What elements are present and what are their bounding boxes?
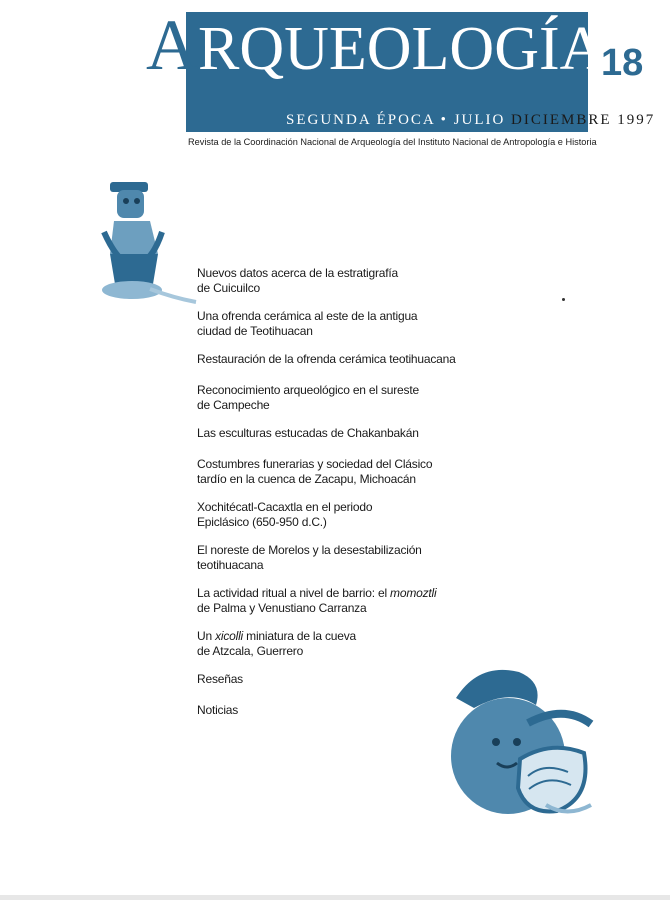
title-rest: RQUEOLOGÍA <box>198 15 605 83</box>
toc-item: Noticias <box>197 703 239 717</box>
toc-item: Xochitécatl-Cacaxtla en el periodo Epiclásico (650-950 d.C.) <box>197 500 373 529</box>
toc-item: La actividad ritual a nivel de barrio: el momoztli de Palma y Venustiano Carranza <box>197 586 437 615</box>
toc-item: El noreste de Morelos y la desestabilización teotihuacana <box>197 543 422 572</box>
magazine-title <box>146 5 605 85</box>
toc-item: Reconocimiento arqueológico en el sureste de Campeche <box>197 383 419 412</box>
ceramic-vessel-icon <box>440 660 610 830</box>
publisher-subtitle: Revista de la Coordinación Nacional de Arqueología del Instituto Nacional de Antropología e Historia <box>188 137 597 147</box>
toc-item: Nuevos datos acerca de la estratigrafía de Cuicuilco <box>197 266 398 295</box>
ceramic-figurine-icon <box>92 176 202 316</box>
toc-item: Las esculturas estucadas de Chakanbakán <box>197 426 419 440</box>
toc-item: Costumbres funerarias y sociedad del Clásico tardío en la cuenca de Zacapu, Michoacán <box>197 457 433 486</box>
toc-item: Restauración de la ofrenda cerámica teotihuacana <box>197 352 456 366</box>
toc-item: Reseñas <box>197 672 243 686</box>
toc-item: Un xicolli miniatura de la cueva de Atzcala, Guerrero <box>197 629 357 658</box>
date-label: DICIEMBRE 1997 <box>511 112 656 128</box>
issue-number: 18 <box>601 42 644 84</box>
title-first-letter: A <box>146 5 198 85</box>
toc-item: Una ofrenda cerámica al este de la antigua ciudad de Teotihuacan <box>197 309 418 338</box>
speck <box>562 298 565 301</box>
scan-edge <box>0 895 670 900</box>
epoca-label: SEGUNDA ÉPOCA • JULIO <box>286 112 506 128</box>
